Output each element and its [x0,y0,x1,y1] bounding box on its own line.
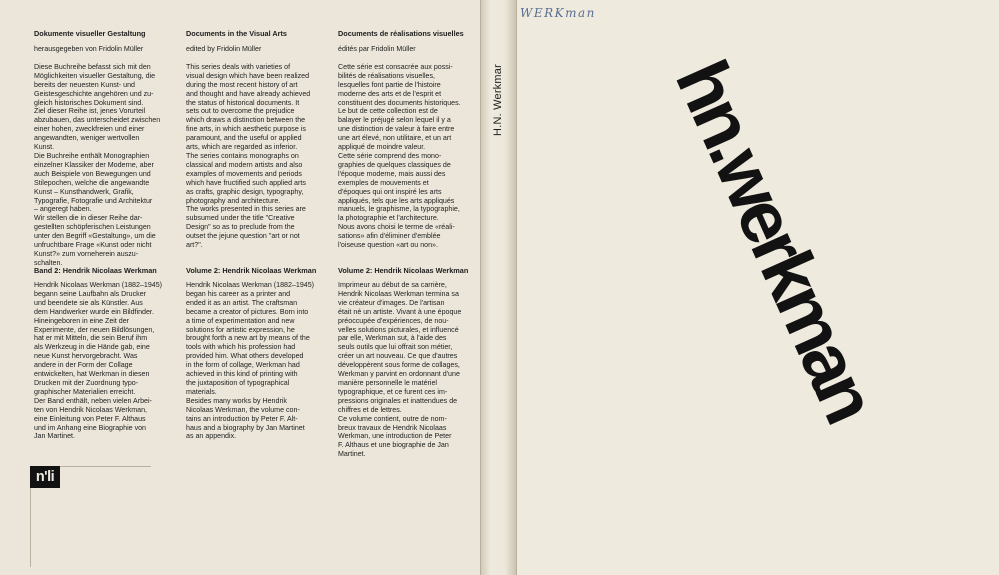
spine-title: H.N. Werkmar [492,64,504,136]
editor-en: edited by Fridolin Müller [186,45,262,53]
series-description-en: This series deals with varieties of visual design which have been realized during the most recent history of art and thought and have already achieved the status of historical documents. It sets out to overcome the prejudice which draws a distinction between the fine arts, in which aesthetic purpose is paramount, and the useful or applied arts, which are regarded as inferior. The series contains monographs on classical and modern artists and also examples of movements and periods which have fructified such applied arts as crafts, graphic design, typography, photography and architecture. The works presented in this series are subsumed under the title "Creative Design" so as to preclude from the outset the jejune question "art or not art?". [186,62,311,250]
series-description-fr: Cette série est consacrée aux possi- bilités de réalisations visuelles, lesquelles font partie de l'histoire moderne des arts et de l'esprit et constituent des documents historiques. Le but de cette collection est de balayer le préjugé selon lequel il y a une distinction de valeur à faire entre une art élevé, non utilitaire, et un art appliqué de moindre valeur. Cette série comprend des mono- graphies de quelques classiques de l'époque moderne, mais aussi des exemples de mouvements et d'époques qui ont inspiré les arts appliqués, tels que les arts appliqués manuels, le graphisme, la typographie, la photographie et l'architecture. Nous avons choisi le terme de «réali- sations» afin d'éliminer d'emblée l'oiseuse question «art ou non». [338,62,461,250]
series-title-en: Documents in the Visual Arts [186,29,287,38]
german-series-block [34,29,169,268]
french-volume-block [338,266,478,459]
handwritten-note: WERKman [520,6,596,20]
series-description-de: Diese Buchreihe befasst sich mit den Möglichkeiten visueller Gestaltung, die bereits der neuesten Kunst- und Geistesgeschichte angehören und zu- gleich historisches Dokument sind. Ziel dieser Reihe ist, jenes Vorurteil abzubauen, das unterscheidet zwischen einer hohen, zweckfreien und einer angewandten, weniger wertvollen Kunst. Die Buchreihe enthält Monographien einzelner Klassiker der Moderne, aber auch Beispiele von Bewegungen und Stilepochen, welche die angewandte Kunst – Kunsthandwerk, Grafik, Typografie, Fotografie und Architektur – angeregt haben. Wir stellen die in dieser Reihe dar- gestellten schöpferischen Leistungen unter den Begriff «Gestaltung», um die unfruchtbare Frage «Kunst oder nicht Kunst?» zum vorneherein auszu- schalten. [34,62,161,267]
english-volume-block [186,266,326,441]
spine-crease-right [516,0,517,575]
german-volume-block [34,266,169,441]
volume-title-fr: Volume 2: Hendrik Nicolaas Werkman [338,266,469,275]
cover-title: hn.werkman [659,48,892,432]
volume-title-en: Volume 2: Hendrik Nicolaas Werkman [186,266,317,275]
french-series-block [338,29,478,250]
series-title-fr: Documents de réalisations visuelles [338,29,464,38]
editor-de: herausgegeben von Fridolin Müller [34,45,144,53]
volume-text-fr: Imprimeur au début de sa carrière, Hendrik Nicolaas Werkman termina sa vie créateur d'images. De l'artisan était né un artiste. Vivant à une époque préoccupée d'expériences, de nou- velles solutions picturales, et influencé par elle, Werkman sut, à l'aide des seuls outils que lui offrait son métier, créer un art nouveau. Ce que d'autres développèrent sous forme de collages, Werkman y parvint en ordonnant d'une manière personnelle le matériel typographique, et ce furent ces im- pressions originales et inattendues de chiffres et de lettres. Ce volume contient, outre de nom- breux travaux de Hendrik Nicolaas Werkman, une introduction de Peter F. Althaus et une biographie de Jan Martinet. [338,281,462,459]
volume-text-en: Hendrik Nicolaas Werkman (1882–1945) began his career as a printer and ended it as an artist. The craftsman became a creator of pictures. Born into a time of experimentation and new solutions for artistic expression, he brought forth a new art by means of the tools with which his profession had provided him. What others developed in the form of collage, Werkman had achieved in this kind of printing with the juxtaposition of typographical materials. Besides many works by Hendrik Nicolaas Werkman, the volume con- tains an introduction by Peter F. Alt- haus and a biography by Jan Martinet as an appendix. [186,281,315,441]
english-series-block [186,29,326,250]
publisher-logo: n'li [30,466,60,488]
volume-text-de: Hendrik Nicolaas Werkman (1882–1945) begann seine Laufbahn als Drucker und beendete sie als Künstler. Aus dem Handwerker wurde ein Bildfinder. Hineingeboren in eine Zeit der Experimente, der neuen Bildlösungen, hat er mit Mitteln, die sein Beruf ihm als Werkzeug in die Hände gab, eine neue Kunst hervorgebracht. Was andere in der Form der Collage entwickelten, hat Werkman in diesen Drucken mit der Zuordnung typo- graphischer Materialien erreicht. Der Band enthält, neben vielen Arbei- ten von Hendrik Nicolaas Werkman, eine Einleitung von Peter F. Althaus und im Anhang eine Biographie von Jan Martinet. [34,281,163,441]
volume-title-de: Band 2: Hendrik Nicolaas Werkman [34,266,157,275]
series-title-de: Dokumente visueller Gestaltung [34,29,146,38]
editor-fr: édités par Fridolin Müller [338,45,416,53]
spine-crease-left [480,0,481,575]
